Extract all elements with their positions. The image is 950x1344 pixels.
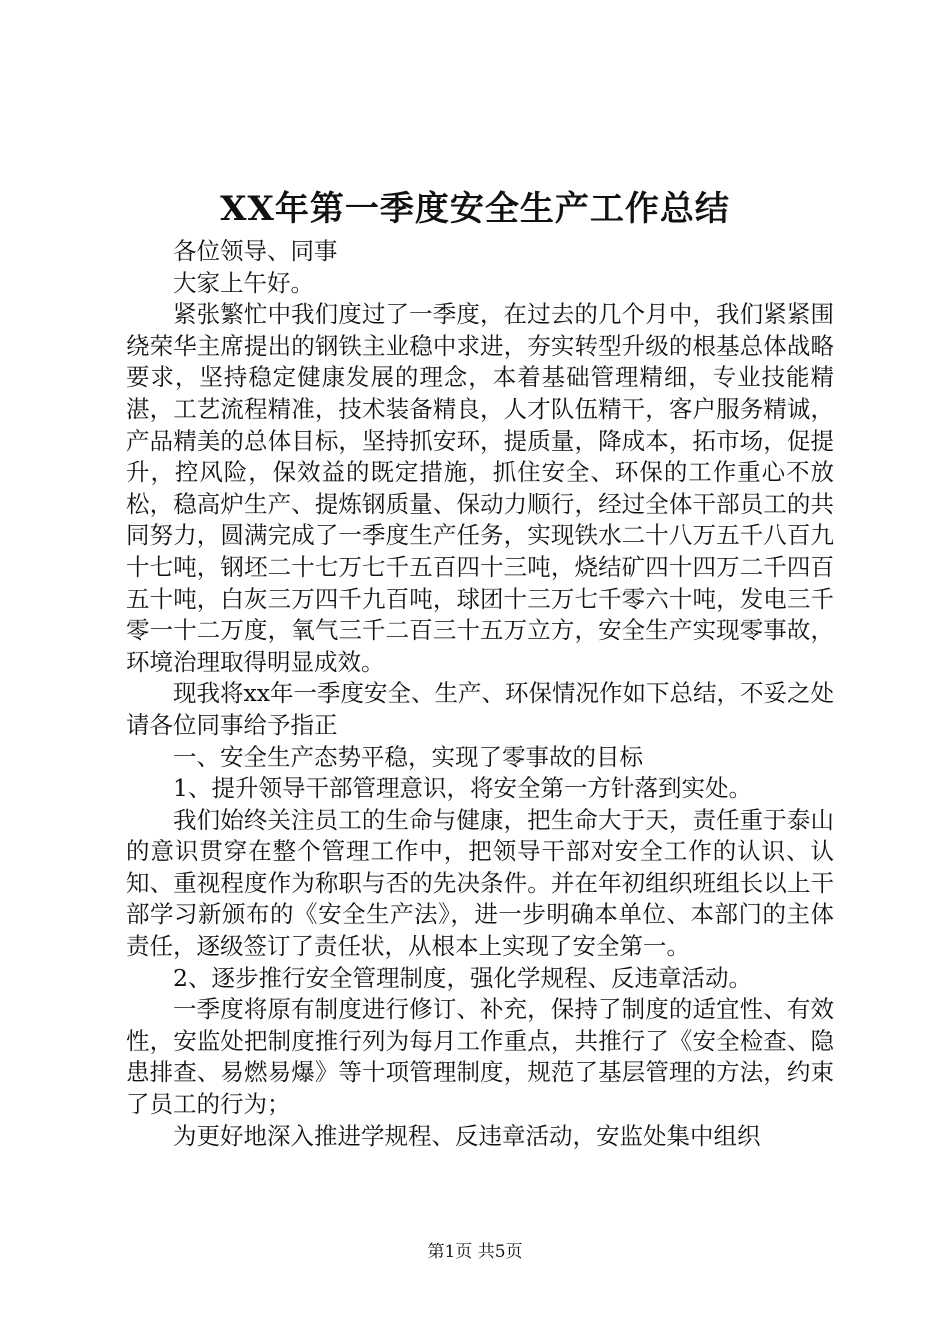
body-paragraph: 我们始终关注员工的生命与健康，把生命大于天，责任重于泰山的意识贯穿在整个管理工作中，把领导干部对安全工作的认识、认知、重视程度作为称职与否的先决条件。并在年初组织班组长以上干部学习新颁布的《安全生产法》，进一步明确本单位、本部门的主体责任，逐级签订了责任状，从根本上实现了安全第一。 — [126, 805, 834, 961]
page-number-footer: 第1页 共5页 — [427, 1242, 523, 1262]
document-title: XX年第一季度安全生产工作总结 — [220, 189, 730, 229]
body-paragraph: 为更好地深入推进学规程、反违章活动，安监处集中组织 — [173, 1121, 761, 1150]
subsection-heading-1: 1、提升领导干部管理意识，将安全第一方针落到实处。 — [173, 774, 752, 803]
greeting-paragraph: 大家上午好。 — [173, 268, 314, 297]
salutation-paragraph: 各位领导、同事 — [173, 237, 338, 265]
body-paragraph: 一季度将原有制度进行修订、补充，保持了制度的适宜性、有效性，安监处把制度推行列为每月工作重点，共推行了《安全检查、隐患排查、易燃易爆》等十项管理制度，规范了基层管理的方法，约束了员工的行为； — [126, 995, 834, 1119]
section-heading-1: 一、安全生产态势平稳，实现了零事故的目标 — [173, 742, 643, 771]
summary-paragraph: 紧张繁忙中我们度过了一季度，在过去的几个月中，我们紧紧围绕荣华主席提出的钢铁主业稳中求进，夯实转型升级的根基总体战略要求，坚持稳定健康发展的理念，本着基础管理精细，专业技能精湛，工艺流程精准，技术装备精良，人才队伍精干，客户服务精诚，产品精美的总体目标，坚持抓安环，提质量，降成本，拓市场，促提升，控风险，保效益的既定措施，抓住安全、环保的工作重心不放松，稳高炉生产、提炼钢质量、保动力顺行，经过全体干部员工的共同努力，圆满完成了一季度生产任务，实现铁水二十八万五千八百九十七吨，钢坯二十七万七千五百四十三吨，烧结矿四十四万二千四百五十吨，白灰三万四千九百吨，球团十三万七千零六十吨，发电三千零一十二万度，氧气三千二百三十五万立方，安全生产实现零事故，环境治理取得明显成效。 — [126, 300, 834, 676]
subsection-heading-2: 2、逐步推行安全管理制度，强化学规程、反违章活动。 — [173, 963, 752, 992]
intro-paragraph: 现我将xx年一季度安全、生产、环保情况作如下总结，不妥之处请各位同事给予指正 — [126, 679, 835, 739]
document-body — [126, 236, 834, 1152]
